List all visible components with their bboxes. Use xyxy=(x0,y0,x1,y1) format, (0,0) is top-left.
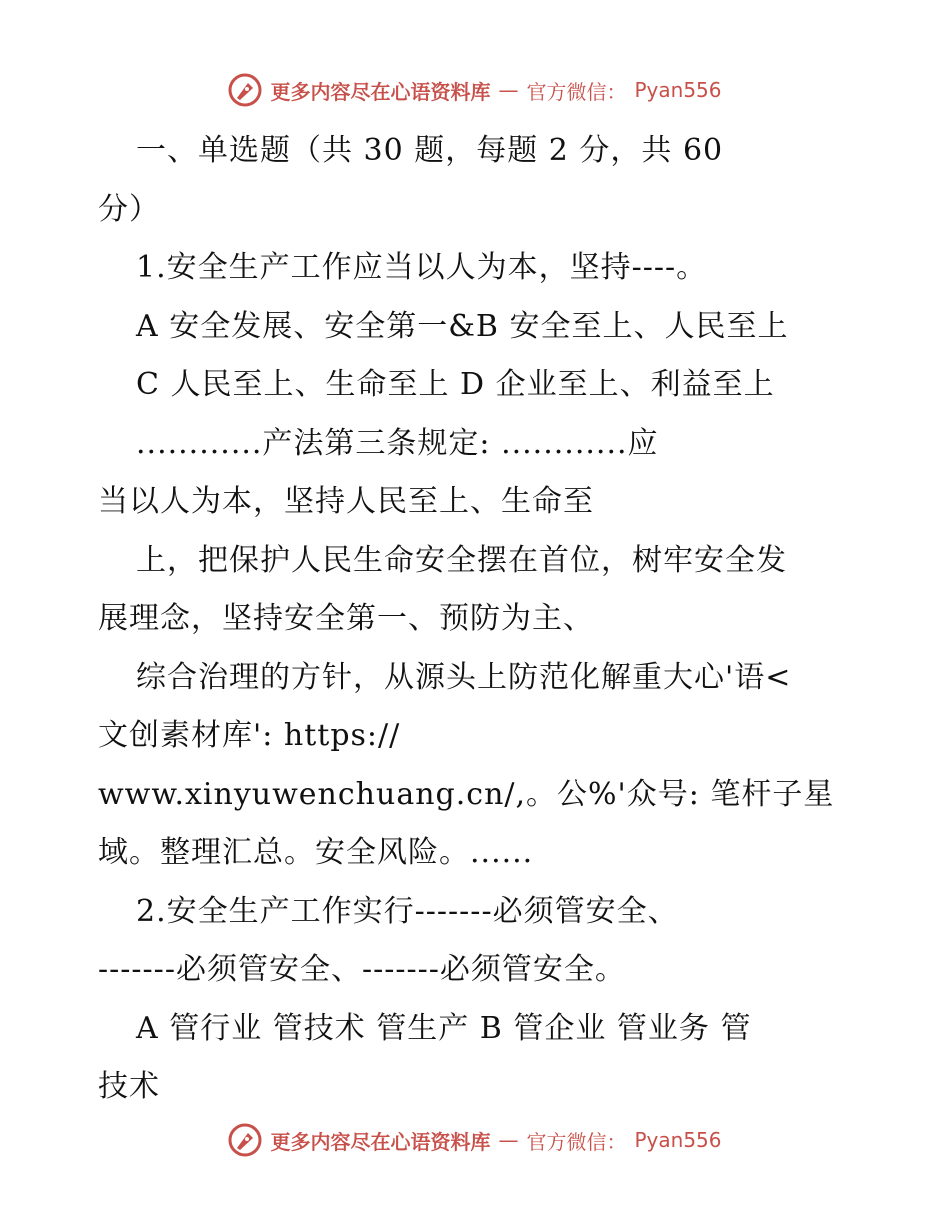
pen-nib-logo-icon xyxy=(228,1123,262,1157)
banner-wechat-id: Pyan556 xyxy=(634,1128,722,1152)
explanation-line-6: 文创素材库': https:// xyxy=(98,718,401,753)
header-banner xyxy=(0,70,950,110)
explanation-line-1: ............产法第三条规定: ............应 xyxy=(136,425,659,461)
section-heading: 一、单选题（共 30 题，每题 2 分，共 60 xyxy=(136,133,724,168)
banner-title: 更多内容尽在心语资料库 xyxy=(270,79,491,104)
banner-wechat-label: 官方微信： xyxy=(526,79,627,104)
explanation-line-7: www.xinyuwenchuang.cn/,。公%'众号: 笔杆子星 xyxy=(98,776,835,812)
banner-wechat-label: 官方微信： xyxy=(526,1129,627,1154)
explanation-line-2: 当以人为本，坚持人民至上、生命至 xyxy=(98,484,594,519)
question-2-options-cont: 技术 xyxy=(98,1069,160,1104)
banner-title: 更多内容尽在心语资料库 xyxy=(270,1129,491,1154)
question-1-options-ab: A 安全发展、安全第一&B 安全至上、人民至上 xyxy=(136,308,789,344)
question-1: 1.安全生产工作应当以人为本，坚持----。 xyxy=(136,250,708,285)
question-2-options: A 管行业 管技术 管生产 B 管企业 管业务 管 xyxy=(136,1010,752,1046)
document-body xyxy=(98,122,858,1117)
explanation-line-8: 域。整理汇总。安全风险。...... xyxy=(98,835,534,870)
explanation-line-5: 综合治理的方针，从源头上防范化解重大心'语< xyxy=(136,659,792,695)
banner-separator: — xyxy=(498,1128,519,1152)
banner-separator: — xyxy=(498,78,519,102)
question-2-cont: -------必须管安全、-------必须管安全。 xyxy=(98,952,626,987)
banner-wechat-id: Pyan556 xyxy=(634,78,722,102)
section-heading-cont: 分） xyxy=(98,191,160,227)
pen-nib-logo-icon xyxy=(228,73,262,107)
explanation-line-3: 上，把保护人民生命安全摆在首位，树牢安全发 xyxy=(136,542,787,578)
question-1-options-cd: C 人民至上、生命至上 D 企业至上、利益至上 xyxy=(136,367,775,402)
explanation-line-4: 展理念，坚持安全第一、预防为主、 xyxy=(98,601,594,636)
question-2: 2.安全生产工作实行-------必须管安全、 xyxy=(136,893,679,929)
footer-banner xyxy=(0,1120,950,1160)
